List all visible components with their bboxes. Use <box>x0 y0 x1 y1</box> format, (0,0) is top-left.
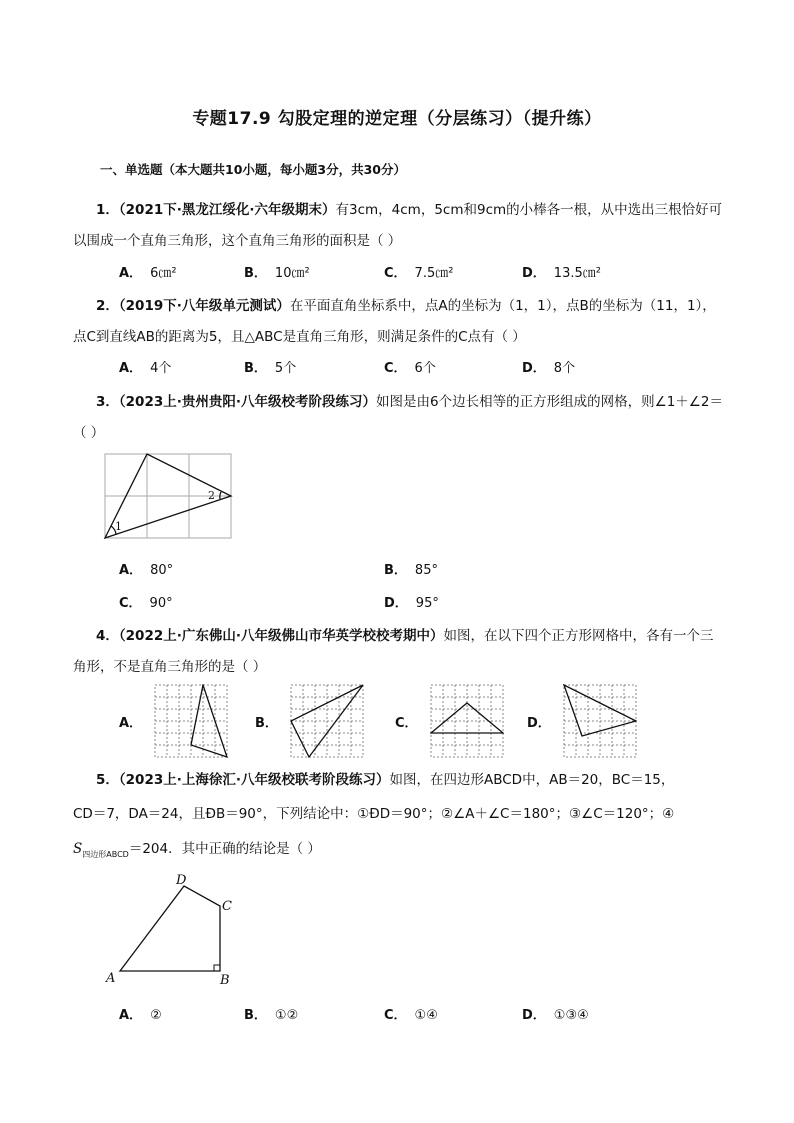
q3-option-c: C． 90° <box>119 596 173 611</box>
question-number: 5． <box>96 772 119 788</box>
question-number: 1． <box>96 202 119 218</box>
question-text: 如图是由6个边长相等的正方形组成的网格，则∠1＋∠2＝ <box>376 394 723 410</box>
question-number: 2． <box>96 298 119 314</box>
q4-option-c: C． <box>395 684 504 758</box>
question-number: 4． <box>96 628 119 644</box>
section-heading: 一、单选题（本大题共10小题，每小题3分，共30分） <box>100 162 406 177</box>
q4-grid-c <box>430 684 504 758</box>
angle-2-label: 2 <box>208 489 215 502</box>
q3-option-b: B． 85° <box>384 563 438 578</box>
q3-option-d: D． 95° <box>384 596 439 611</box>
question-source: （2021下·黑龙江绥化·六年级期末） <box>118 202 336 218</box>
q4-option-b: B． <box>255 684 364 758</box>
page-title: 专题17.9 勾股定理的逆定理（分层练习）（提升练） <box>192 109 602 129</box>
q4-option-a: A． <box>119 684 228 758</box>
question-4-line-1 <box>96 624 714 644</box>
q5-option-d: D． ①③④ <box>522 1008 589 1023</box>
q3-grid-figure <box>100 448 240 544</box>
question-5-line-3: $S_{四边形ABCD}=204$．其中正确的结论是（ ） <box>73 841 321 859</box>
question-3-line-2: （ ） <box>73 425 105 441</box>
q4-grid-a <box>154 684 228 758</box>
question-2-line-2: 点C到直线AB的距离为5，且△ABC是直角三角形，则满足条件的C点有（ ） <box>73 329 526 345</box>
question-3-line-1 <box>96 390 723 410</box>
question-text: 有3cm，4cm，5cm和9cm的小棒各一根，从中选出三根恰好可 <box>335 202 723 218</box>
question-2-line-1 <box>96 294 716 314</box>
vertex-b-label: B <box>220 973 230 988</box>
question-text: 在平面直角坐标系中，点A的坐标为（1，1），点B的坐标为（11，1）， <box>289 298 716 314</box>
q2-option-d: D． 8个 <box>522 361 576 376</box>
vertex-d-label: D <box>176 873 187 888</box>
q5-quadrilateral-figure <box>100 870 250 990</box>
q5-option-c: C． ①④ <box>384 1008 438 1023</box>
q2-option-c: C． 6个 <box>384 361 436 376</box>
question-text: 如图，在四边形ABCD中，AB＝20，BC＝15， <box>389 772 675 788</box>
q2-option-a: A． 4个 <box>119 361 172 376</box>
question-source: （2019下·八年级单元测试） <box>118 298 290 314</box>
q1-option-b: B． 10㎝² <box>244 266 310 281</box>
vertex-c-label: C <box>222 899 232 914</box>
question-source: （2023上·贵州贵阳·八年级校考阶段练习） <box>118 394 376 410</box>
question-5-line-1 <box>96 768 674 788</box>
q1-option-c: C． 7.5㎝² <box>384 266 454 281</box>
q3-option-a: A． 80° <box>119 563 174 578</box>
q1-option-d: D． 13.5㎝² <box>522 266 601 281</box>
q5-option-a: A． ② <box>119 1008 162 1023</box>
question-source: （2023上·上海徐汇·八年级校联考阶段练习） <box>118 772 390 788</box>
q2-option-b: B． 5个 <box>244 361 297 376</box>
question-1-line-2: 以围成一个直角三角形，这个直角三角形的面积是（ ） <box>73 233 402 249</box>
question-4-line-2: 角形，不是直角三角形的是（ ） <box>73 659 267 675</box>
question-5-line-2: CD＝7，DA＝24，且ÐB＝90°，下列结论中：①ÐD＝90°；②∠A＋∠C＝180°；③∠C＝120°；④ <box>73 806 675 822</box>
vertex-a-label: A <box>106 971 116 986</box>
question-text: 如图，在以下四个正方形网格中，各有一个三 <box>443 628 714 644</box>
question-1-line-1 <box>96 198 722 218</box>
q4-grid-b <box>290 684 364 758</box>
q4-grid-d <box>563 684 637 758</box>
q1-option-a: A． 6㎝² <box>119 266 177 281</box>
q4-option-d: D． <box>527 684 637 758</box>
q5-option-b: B． ①② <box>244 1008 299 1023</box>
question-source: （2022上·广东佛山·八年级佛山市华英学校校考期中） <box>118 628 444 644</box>
question-number: 3． <box>96 394 119 410</box>
angle-1-label: 1 <box>115 520 122 533</box>
